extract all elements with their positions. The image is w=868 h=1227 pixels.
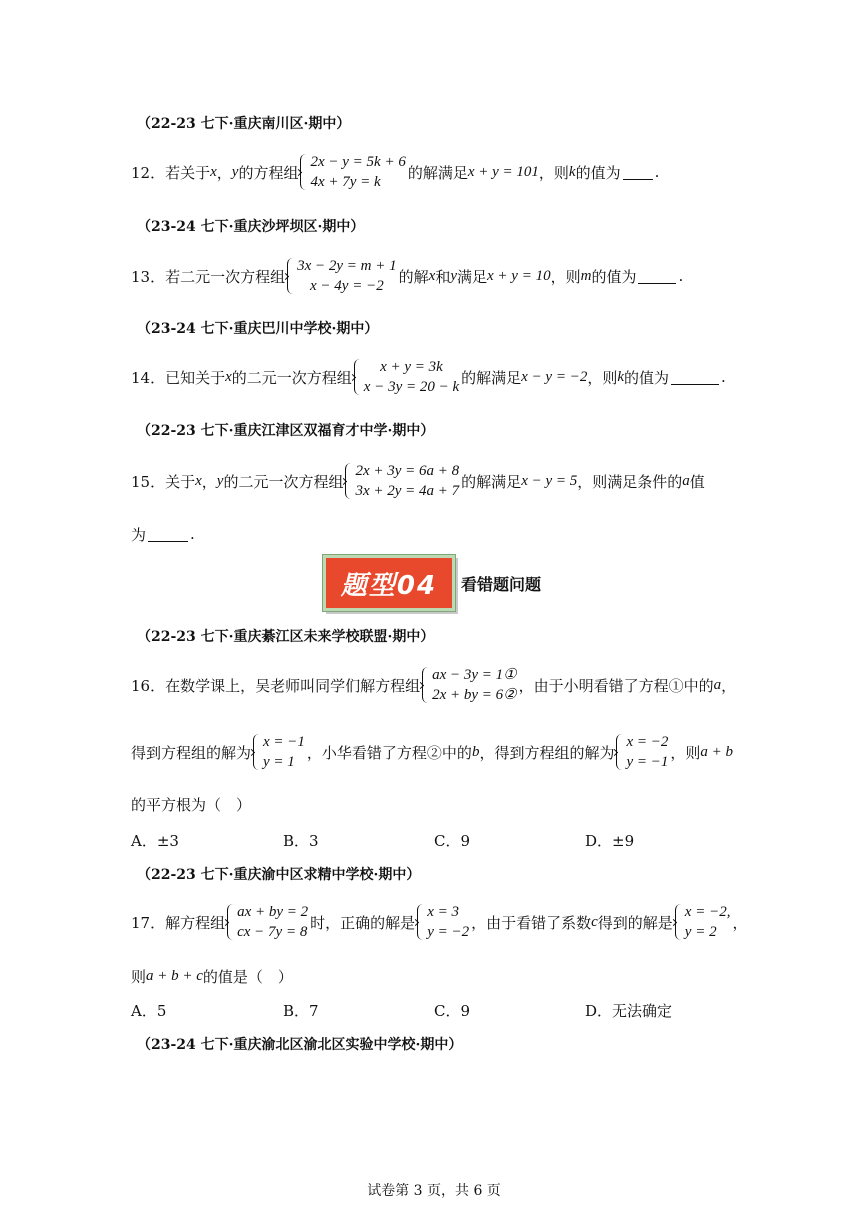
q14-text: 的解满足 <box>461 368 522 387</box>
equation: 3x − 2y = m + 1 <box>297 258 397 274</box>
q16-text: ，小华看错了方程②中的 <box>306 743 472 762</box>
q15-text: 的解满足 <box>461 472 522 491</box>
brace-icon <box>417 904 425 940</box>
q12-text: 的值为 <box>575 163 621 182</box>
var-x: x <box>195 472 202 489</box>
q14-text: 的二元一次方程组 <box>231 368 352 387</box>
q12-text: 的解满足 <box>407 163 468 182</box>
equation: 2x − y = 5k + 6 <box>310 154 406 170</box>
q18-source: （23-24 七下·重庆渝北区渝北区实验中学校·期中） <box>137 1037 463 1053</box>
q17-line <box>131 901 747 943</box>
q13-text: ，则 <box>550 267 581 286</box>
q14-line <box>131 356 726 398</box>
var-a: a <box>713 676 722 693</box>
var-a: a <box>682 472 690 489</box>
brace-icon <box>354 359 362 395</box>
equation: x + y = 3k <box>380 359 443 375</box>
q16-solution-2 <box>616 732 668 772</box>
equation: x − 4y = −2 <box>310 278 384 294</box>
answer-blank[interactable] <box>148 527 188 542</box>
section-banner <box>323 555 541 611</box>
q16-text: ，得到方程组的解为 <box>479 743 615 762</box>
q17-text: 的值是（ ） <box>202 967 293 986</box>
q17-text: ， <box>732 913 748 932</box>
q16-source: （22-23 七下·重庆綦江区未来学校联盟·期中） <box>137 629 435 645</box>
brace-icon <box>616 734 624 770</box>
equation: y = 2 <box>684 924 717 940</box>
equation: y = −2 <box>427 924 470 940</box>
q13-number: 13． <box>131 267 166 286</box>
q13-equation-system <box>287 256 397 296</box>
q12-equation-system <box>300 152 405 192</box>
equation: cx − 7y = 8 <box>237 924 308 940</box>
q17-text: 得到的解是 <box>597 913 673 932</box>
answer-blank[interactable] <box>638 269 676 284</box>
q15-equation-system <box>345 461 459 501</box>
equation: 3x + 2y = 4a + 7 <box>355 483 460 499</box>
q13-text: 的值为 <box>591 267 637 286</box>
option-b[interactable]: B．7 <box>283 1002 319 1020</box>
option-d[interactable]: D．±9 <box>585 832 635 850</box>
section-title: 看错题问题 <box>461 574 542 594</box>
q13-condition: x + y = 10 <box>487 267 551 284</box>
section-badge: 题型04 <box>323 555 455 611</box>
q12-text: ， <box>216 163 232 182</box>
q17-correct-solution <box>417 902 469 942</box>
equation: 4x + 7y = k <box>310 174 381 190</box>
q12-source: （22-23 七下·重庆南川区·期中） <box>137 116 351 132</box>
q17-equation-system <box>227 902 308 942</box>
q14-text: 已知关于 <box>165 368 226 387</box>
var-x: x <box>210 163 217 180</box>
q14-text: 的值为 <box>624 368 670 387</box>
option-b[interactable]: B．3 <box>283 832 319 850</box>
q17-options <box>131 1000 751 1020</box>
q15-text: 关于 <box>165 472 196 491</box>
equation: x = −1 <box>263 734 305 750</box>
option-c[interactable]: C．9 <box>434 1002 471 1020</box>
q15-source: （22-23 七下·重庆江津区双福育才中学·期中） <box>137 423 435 439</box>
var-y: y <box>231 163 239 180</box>
q14-condition: x − y = −2 <box>521 368 588 385</box>
q15-condition: x − y = 5 <box>521 472 578 489</box>
option-c[interactable]: C．9 <box>434 832 471 850</box>
q16-options <box>131 830 751 850</box>
var-c: c <box>591 913 598 930</box>
q16-expression: a + b <box>700 743 733 760</box>
equation: ax + by = 2 <box>237 904 309 920</box>
q17-source: （22-23 七下·重庆渝中区求精中学校·期中） <box>137 867 421 883</box>
q16-text: 在数学课上，吴老师叫同学们解方程组 <box>165 676 421 695</box>
q15-text: 值 <box>689 472 705 491</box>
q12-number: 12． <box>131 163 166 182</box>
brace-icon <box>253 734 261 770</box>
brace-icon <box>422 667 430 703</box>
q16-solution-1 <box>253 732 305 772</box>
period: . <box>654 163 660 181</box>
q15-line-2 <box>131 524 195 544</box>
brace-icon <box>287 258 295 294</box>
equation: x − 3y = 20 − k <box>363 379 460 395</box>
equation: x = −2 <box>626 734 669 750</box>
q14-text: ，则 <box>587 368 618 387</box>
var-k: k <box>617 368 625 385</box>
q16-line-2 <box>131 731 733 773</box>
q12-text: 的方程组 <box>238 163 299 182</box>
period: . <box>190 525 195 543</box>
q16-text: 得到方程组的解为 <box>131 743 252 762</box>
equation: y = 1 <box>263 754 295 770</box>
q13-text: 若二元一次方程组 <box>165 267 286 286</box>
q17-text: ，由于看错了系数 <box>471 913 592 932</box>
q16-text: ，由于小明看错了方程①中的 <box>518 676 714 695</box>
equation: 2x + 3y = 6a + 8 <box>355 463 460 479</box>
equation: ax − 3y = 1① <box>432 667 517 683</box>
option-a[interactable]: A．5 <box>131 1002 167 1020</box>
q13-line <box>131 255 683 297</box>
brace-icon <box>675 904 683 940</box>
q14-equation-system <box>354 357 459 397</box>
q17-line-2 <box>131 966 293 986</box>
answer-blank[interactable] <box>623 165 653 180</box>
equation: 2x + by = 6② <box>432 687 517 703</box>
q15-number: 15． <box>131 472 166 491</box>
brace-icon <box>300 154 308 190</box>
q17-number: 17． <box>131 913 166 932</box>
var-y: y <box>216 472 224 489</box>
q16-text: ， <box>721 676 737 695</box>
q17-text: 时，正确的解是 <box>310 913 416 932</box>
q17-text: 则 <box>131 967 147 986</box>
option-d[interactable]: D．无法确定 <box>585 1002 673 1020</box>
equation: x = 3 <box>427 904 459 920</box>
q14-source: （23-24 七下·重庆巴川中学校·期中） <box>137 321 379 337</box>
q16-line-3: 的平方根为（ ） <box>131 795 252 814</box>
q14-number: 14． <box>131 368 166 387</box>
var-b: b <box>471 743 480 760</box>
equation: x = −2, <box>684 904 731 920</box>
brace-icon <box>345 463 353 499</box>
q12-condition: x + y = 101 <box>467 163 539 180</box>
q16-text: ，则 <box>670 743 701 762</box>
var-x: x <box>428 267 436 284</box>
q13-source: （23-24 七下·重庆沙坪坝区·期中） <box>137 219 365 235</box>
answer-blank[interactable] <box>671 370 719 385</box>
q15-line <box>131 460 705 502</box>
q13-text: 的解 <box>398 267 429 286</box>
q15-text: ，则满足条件的 <box>577 472 683 491</box>
var-y: y <box>450 267 457 284</box>
q12-text: ，则 <box>538 163 569 182</box>
period: . <box>678 267 684 285</box>
q17-expression: a + b + c <box>146 967 203 984</box>
q12-text: 若关于 <box>165 163 211 182</box>
q15-text: ， <box>201 472 217 491</box>
q15-text: 的二元一次方程组 <box>223 472 344 491</box>
q16-equation-system <box>422 665 517 705</box>
q17-text: 解方程组 <box>165 913 226 932</box>
option-a[interactable]: A．±3 <box>131 832 179 850</box>
q13-text: 和 <box>435 267 451 286</box>
equation: y = −1 <box>626 754 669 770</box>
var-k: k <box>568 163 576 180</box>
var-x: x <box>225 368 232 385</box>
q16-number: 16． <box>131 676 166 695</box>
q15-text: 为 <box>131 525 147 544</box>
q12-line <box>131 152 659 192</box>
q17-wrong-solution <box>675 902 731 942</box>
var-m: m <box>580 267 592 284</box>
brace-icon <box>227 904 235 940</box>
period: . <box>721 368 726 386</box>
page-footer: 试卷第 3 页，共 6 页 <box>367 1183 501 1199</box>
q16-line <box>131 664 736 706</box>
q13-text: 满足 <box>457 267 488 286</box>
